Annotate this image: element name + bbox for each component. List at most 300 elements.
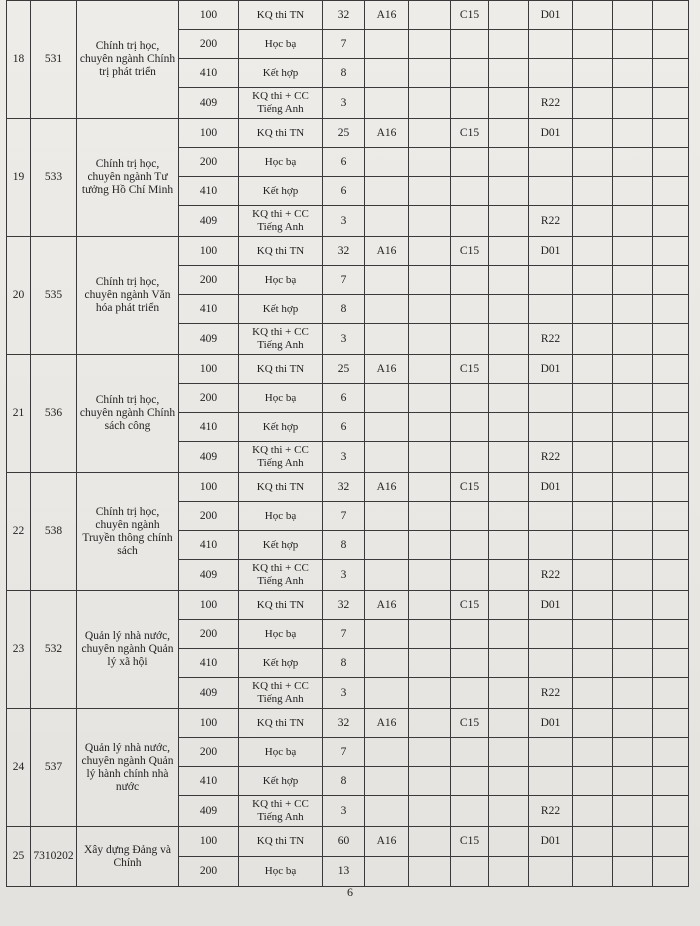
subject-combo-1: A16: [365, 473, 409, 502]
table-row: [7, 237, 689, 266]
empty-cell: [573, 413, 613, 442]
empty-cell: [409, 678, 451, 709]
subject-combo-1: [365, 560, 409, 591]
admission-form: KQ thi + CC Tiếng Anh: [239, 678, 323, 709]
empty-cell: [653, 473, 689, 502]
empty-cell: [489, 413, 529, 442]
empty-cell: [489, 502, 529, 531]
empty-cell: [573, 206, 613, 237]
table-row: [7, 355, 689, 384]
major-code: 535: [31, 237, 77, 355]
method-code: 409: [179, 442, 239, 473]
empty-cell: [613, 119, 653, 148]
admission-form: Học bạ: [239, 738, 323, 767]
subject-combo-3: [529, 649, 573, 678]
admission-form: KQ thi + CC Tiếng Anh: [239, 88, 323, 119]
subject-combo-3: R22: [529, 324, 573, 355]
subject-combo-3: [529, 177, 573, 206]
subject-combo-1: [365, 857, 409, 887]
table-row: [7, 591, 689, 620]
admission-form: KQ thi TN: [239, 827, 323, 857]
subject-combo-2: [451, 531, 489, 560]
method-code: 100: [179, 1, 239, 30]
subject-combo-2: [451, 295, 489, 324]
subject-combo-2: C15: [451, 1, 489, 30]
admission-form: KQ thi TN: [239, 355, 323, 384]
method-code: 200: [179, 620, 239, 649]
major-code: 537: [31, 709, 77, 827]
empty-cell: [489, 30, 529, 59]
subject-combo-2: C15: [451, 709, 489, 738]
empty-cell: [613, 237, 653, 266]
quota: 7: [323, 30, 365, 59]
empty-cell: [573, 767, 613, 796]
subject-combo-2: [451, 148, 489, 177]
empty-cell: [573, 709, 613, 738]
admission-form: KQ thi + CC Tiếng Anh: [239, 206, 323, 237]
method-code: 200: [179, 266, 239, 295]
empty-cell: [573, 857, 613, 887]
empty-cell: [653, 531, 689, 560]
subject-combo-3: [529, 502, 573, 531]
empty-cell: [613, 591, 653, 620]
empty-cell: [653, 857, 689, 887]
subject-combo-2: [451, 177, 489, 206]
subject-combo-1: [365, 531, 409, 560]
quota: 13: [323, 857, 365, 887]
empty-cell: [613, 1, 653, 30]
admission-form: KQ thi TN: [239, 709, 323, 738]
empty-cell: [573, 531, 613, 560]
empty-cell: [653, 30, 689, 59]
subject-combo-3: R22: [529, 796, 573, 827]
empty-cell: [409, 649, 451, 678]
subject-combo-3: [529, 620, 573, 649]
admission-form: Kết hợp: [239, 177, 323, 206]
subject-combo-1: [365, 295, 409, 324]
subject-combo-2: C15: [451, 473, 489, 502]
empty-cell: [573, 119, 613, 148]
method-code: 410: [179, 649, 239, 678]
subject-combo-3: [529, 59, 573, 88]
quota: 32: [323, 1, 365, 30]
empty-cell: [409, 384, 451, 413]
empty-cell: [573, 88, 613, 119]
subject-combo-1: A16: [365, 709, 409, 738]
admission-form: KQ thi TN: [239, 591, 323, 620]
subject-combo-2: [451, 59, 489, 88]
empty-cell: [613, 709, 653, 738]
subject-combo-1: [365, 649, 409, 678]
subject-combo-1: [365, 148, 409, 177]
subject-combo-3: [529, 30, 573, 59]
empty-cell: [573, 1, 613, 30]
admission-form: Học bạ: [239, 266, 323, 295]
empty-cell: [613, 413, 653, 442]
subject-combo-3: D01: [529, 473, 573, 502]
empty-cell: [573, 384, 613, 413]
quota: 6: [323, 413, 365, 442]
quota: 8: [323, 295, 365, 324]
major-name: Quản lý nhà nước, chuyên ngành Quản lý xã hội: [77, 591, 179, 709]
empty-cell: [489, 177, 529, 206]
empty-cell: [573, 30, 613, 59]
quota: 32: [323, 237, 365, 266]
method-code: 100: [179, 709, 239, 738]
empty-cell: [409, 827, 451, 857]
empty-cell: [613, 88, 653, 119]
quota: 7: [323, 738, 365, 767]
empty-cell: [653, 442, 689, 473]
subject-combo-2: [451, 88, 489, 119]
subject-combo-3: D01: [529, 709, 573, 738]
empty-cell: [409, 324, 451, 355]
empty-cell: [489, 88, 529, 119]
row-number: 21: [7, 355, 31, 473]
empty-cell: [409, 237, 451, 266]
empty-cell: [409, 442, 451, 473]
subject-combo-3: [529, 384, 573, 413]
subject-combo-2: C15: [451, 119, 489, 148]
method-code: 100: [179, 827, 239, 857]
subject-combo-3: D01: [529, 119, 573, 148]
empty-cell: [653, 620, 689, 649]
empty-cell: [613, 560, 653, 591]
subject-combo-2: [451, 796, 489, 827]
empty-cell: [489, 206, 529, 237]
quota: 32: [323, 473, 365, 502]
method-code: 409: [179, 796, 239, 827]
empty-cell: [573, 620, 613, 649]
quota: 7: [323, 266, 365, 295]
subject-combo-3: [529, 413, 573, 442]
table-row: [7, 1, 689, 30]
empty-cell: [613, 266, 653, 295]
empty-cell: [489, 767, 529, 796]
subject-combo-2: C15: [451, 827, 489, 857]
admission-form: Kết hợp: [239, 767, 323, 796]
empty-cell: [489, 857, 529, 887]
empty-cell: [653, 560, 689, 591]
subject-combo-2: [451, 206, 489, 237]
subject-combo-1: [365, 59, 409, 88]
empty-cell: [653, 266, 689, 295]
admission-form: KQ thi + CC Tiếng Anh: [239, 560, 323, 591]
method-code: 100: [179, 237, 239, 266]
subject-combo-3: [529, 295, 573, 324]
empty-cell: [613, 59, 653, 88]
empty-cell: [613, 678, 653, 709]
empty-cell: [573, 796, 613, 827]
empty-cell: [409, 88, 451, 119]
empty-cell: [409, 502, 451, 531]
quota: 3: [323, 796, 365, 827]
empty-cell: [573, 442, 613, 473]
empty-cell: [613, 442, 653, 473]
admission-form: Học bạ: [239, 857, 323, 887]
subject-combo-3: R22: [529, 88, 573, 119]
empty-cell: [489, 148, 529, 177]
quota: 6: [323, 177, 365, 206]
empty-cell: [653, 738, 689, 767]
method-code: 100: [179, 591, 239, 620]
quota: 3: [323, 88, 365, 119]
quota: 8: [323, 59, 365, 88]
major-code: 532: [31, 591, 77, 709]
subject-combo-2: [451, 384, 489, 413]
row-number: 25: [7, 827, 31, 887]
empty-cell: [613, 30, 653, 59]
empty-cell: [573, 678, 613, 709]
empty-cell: [653, 827, 689, 857]
subject-combo-1: [365, 413, 409, 442]
subject-combo-3: [529, 148, 573, 177]
subject-combo-1: [365, 767, 409, 796]
empty-cell: [489, 473, 529, 502]
empty-cell: [613, 355, 653, 384]
empty-cell: [409, 266, 451, 295]
subject-combo-3: R22: [529, 206, 573, 237]
empty-cell: [409, 59, 451, 88]
empty-cell: [489, 266, 529, 295]
empty-cell: [489, 649, 529, 678]
row-number: 24: [7, 709, 31, 827]
admission-table: [6, 0, 689, 887]
empty-cell: [573, 591, 613, 620]
subject-combo-1: [365, 266, 409, 295]
subject-combo-3: D01: [529, 591, 573, 620]
empty-cell: [573, 177, 613, 206]
subject-combo-2: [451, 857, 489, 887]
subject-combo-1: [365, 88, 409, 119]
empty-cell: [489, 295, 529, 324]
admission-form: Học bạ: [239, 620, 323, 649]
empty-cell: [613, 531, 653, 560]
empty-cell: [653, 767, 689, 796]
admission-form: KQ thi + CC Tiếng Anh: [239, 442, 323, 473]
major-code: 533: [31, 119, 77, 237]
empty-cell: [409, 295, 451, 324]
subject-combo-3: D01: [529, 237, 573, 266]
subject-combo-1: [365, 796, 409, 827]
subject-combo-1: A16: [365, 591, 409, 620]
subject-combo-2: [451, 678, 489, 709]
major-name: Chính trị học, chuyên ngành Văn hóa phát triển: [77, 237, 179, 355]
empty-cell: [489, 796, 529, 827]
method-code: 409: [179, 324, 239, 355]
empty-cell: [409, 148, 451, 177]
subject-combo-3: [529, 738, 573, 767]
empty-cell: [613, 295, 653, 324]
method-code: 409: [179, 206, 239, 237]
admission-form: Kết hợp: [239, 649, 323, 678]
method-code: 410: [179, 531, 239, 560]
empty-cell: [573, 649, 613, 678]
empty-cell: [653, 59, 689, 88]
subject-combo-2: [451, 738, 489, 767]
admission-form: KQ thi TN: [239, 119, 323, 148]
admission-form: Học bạ: [239, 384, 323, 413]
method-code: 410: [179, 767, 239, 796]
quota: 3: [323, 442, 365, 473]
quota: 8: [323, 767, 365, 796]
empty-cell: [573, 738, 613, 767]
subject-combo-1: A16: [365, 119, 409, 148]
method-code: 409: [179, 678, 239, 709]
subject-combo-2: [451, 413, 489, 442]
subject-combo-1: [365, 324, 409, 355]
empty-cell: [653, 678, 689, 709]
empty-cell: [653, 295, 689, 324]
method-code: 200: [179, 738, 239, 767]
admission-form: Kết hợp: [239, 531, 323, 560]
empty-cell: [653, 502, 689, 531]
empty-cell: [613, 827, 653, 857]
empty-cell: [573, 266, 613, 295]
empty-cell: [653, 177, 689, 206]
subject-combo-1: [365, 442, 409, 473]
admission-form: Kết hợp: [239, 295, 323, 324]
quota: 25: [323, 119, 365, 148]
empty-cell: [489, 738, 529, 767]
method-code: 200: [179, 30, 239, 59]
empty-cell: [653, 119, 689, 148]
empty-cell: [613, 502, 653, 531]
empty-cell: [409, 1, 451, 30]
empty-cell: [409, 620, 451, 649]
empty-cell: [489, 620, 529, 649]
major-code: 531: [31, 1, 77, 119]
empty-cell: [613, 148, 653, 177]
empty-cell: [653, 709, 689, 738]
method-code: 100: [179, 355, 239, 384]
row-number: 23: [7, 591, 31, 709]
empty-cell: [409, 796, 451, 827]
row-number: 18: [7, 1, 31, 119]
empty-cell: [409, 738, 451, 767]
empty-cell: [409, 206, 451, 237]
major-code: 7310202: [31, 827, 77, 887]
method-code: 410: [179, 59, 239, 88]
empty-cell: [489, 324, 529, 355]
empty-cell: [409, 591, 451, 620]
table-row: [7, 473, 689, 502]
table-row: [7, 119, 689, 148]
subject-combo-3: D01: [529, 827, 573, 857]
subject-combo-2: [451, 649, 489, 678]
empty-cell: [489, 442, 529, 473]
subject-combo-2: [451, 442, 489, 473]
empty-cell: [489, 384, 529, 413]
empty-cell: [489, 355, 529, 384]
method-code: 409: [179, 88, 239, 119]
method-code: 410: [179, 413, 239, 442]
empty-cell: [613, 796, 653, 827]
empty-cell: [653, 591, 689, 620]
subject-combo-1: [365, 738, 409, 767]
quota: 60: [323, 827, 365, 857]
major-name: Chính trị học, chuyên ngành Tư tưởng Hồ Chí Minh: [77, 119, 179, 237]
subject-combo-3: D01: [529, 1, 573, 30]
method-code: 100: [179, 119, 239, 148]
major-name: Xây dựng Đảng và Chính: [77, 827, 179, 887]
empty-cell: [489, 531, 529, 560]
subject-combo-1: [365, 206, 409, 237]
empty-cell: [573, 324, 613, 355]
major-name: Chính trị học, chuyên ngành Chính trị phát triển: [77, 1, 179, 119]
row-number: 20: [7, 237, 31, 355]
empty-cell: [573, 295, 613, 324]
major-name: Chính trị học, chuyên ngành Chính sách công: [77, 355, 179, 473]
quota: 3: [323, 678, 365, 709]
empty-cell: [613, 384, 653, 413]
subject-combo-2: [451, 266, 489, 295]
major-code: 536: [31, 355, 77, 473]
subject-combo-2: [451, 560, 489, 591]
subject-combo-3: [529, 857, 573, 887]
admission-form: KQ thi TN: [239, 237, 323, 266]
quota: 6: [323, 148, 365, 177]
subject-combo-3: R22: [529, 678, 573, 709]
subject-combo-3: D01: [529, 355, 573, 384]
empty-cell: [409, 177, 451, 206]
subject-combo-3: R22: [529, 560, 573, 591]
admission-form: KQ thi + CC Tiếng Anh: [239, 324, 323, 355]
empty-cell: [613, 649, 653, 678]
empty-cell: [573, 355, 613, 384]
major-name: Chính trị học, chuyên ngành Truyền thông chính sách: [77, 473, 179, 591]
admission-form: Học bạ: [239, 30, 323, 59]
empty-cell: [613, 473, 653, 502]
empty-cell: [489, 678, 529, 709]
subject-combo-1: A16: [365, 827, 409, 857]
empty-cell: [409, 413, 451, 442]
empty-cell: [573, 502, 613, 531]
empty-cell: [653, 206, 689, 237]
method-code: 410: [179, 177, 239, 206]
empty-cell: [409, 857, 451, 887]
subject-combo-3: [529, 266, 573, 295]
method-code: 200: [179, 148, 239, 177]
table-row: [7, 709, 689, 738]
quota: 7: [323, 620, 365, 649]
admission-form: KQ thi + CC Tiếng Anh: [239, 796, 323, 827]
subject-combo-1: [365, 678, 409, 709]
subject-combo-3: R22: [529, 442, 573, 473]
empty-cell: [613, 324, 653, 355]
empty-cell: [613, 857, 653, 887]
empty-cell: [653, 796, 689, 827]
quota: 8: [323, 649, 365, 678]
empty-cell: [653, 1, 689, 30]
subject-combo-3: [529, 531, 573, 560]
quota: 32: [323, 709, 365, 738]
subject-combo-2: C15: [451, 237, 489, 266]
empty-cell: [409, 355, 451, 384]
quota: 3: [323, 560, 365, 591]
admission-form: Kết hợp: [239, 59, 323, 88]
empty-cell: [409, 473, 451, 502]
row-number: 19: [7, 119, 31, 237]
subject-combo-3: [529, 767, 573, 796]
empty-cell: [409, 767, 451, 796]
method-code: 409: [179, 560, 239, 591]
empty-cell: [573, 59, 613, 88]
subject-combo-2: [451, 502, 489, 531]
admission-form: Học bạ: [239, 148, 323, 177]
empty-cell: [573, 473, 613, 502]
empty-cell: [613, 767, 653, 796]
